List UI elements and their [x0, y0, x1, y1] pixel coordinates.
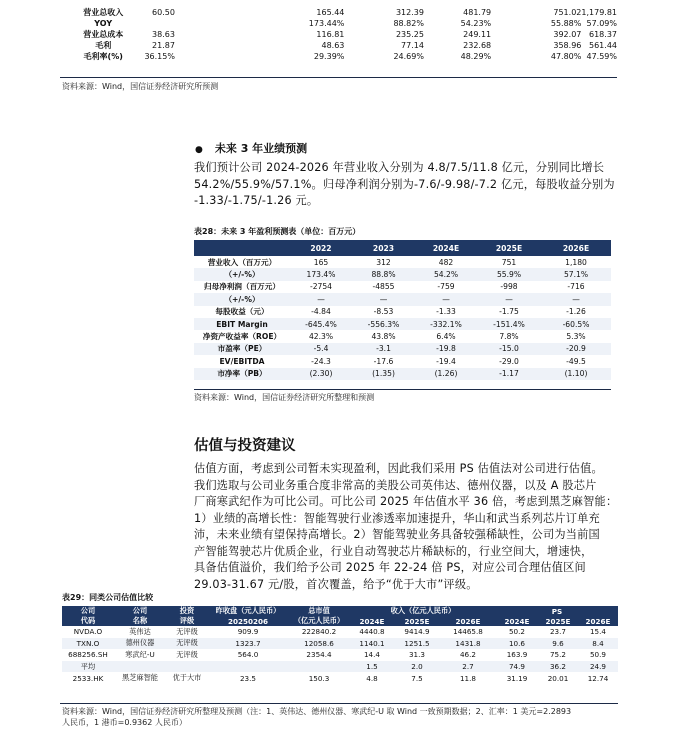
row-label: EV/EBITDA	[219, 356, 265, 366]
table28	[194, 240, 611, 380]
table-row	[62, 661, 618, 673]
row-label: 毛利	[95, 41, 112, 50]
valuation-heading: 估值与投资建议	[194, 438, 296, 454]
column-header: 公司	[114, 606, 166, 616]
table-cell: -4855	[372, 282, 395, 292]
table-cell: 57.09%	[586, 19, 617, 28]
paragraph-line: 29.03-31.67 元/股，首次覆盖，给予“优于大市”评级。	[194, 577, 478, 591]
column-header: 2022	[290, 240, 352, 256]
table-cell: 14.4	[363, 650, 380, 660]
table-cell: 2354.4	[306, 650, 332, 660]
table-cell: 74.9	[496, 661, 538, 673]
table-cell: 1251.5	[394, 638, 440, 650]
table-cell: 564.0	[237, 650, 259, 660]
table-cell: -17.6	[373, 356, 394, 366]
column-header: 名称	[114, 616, 166, 626]
table-cell: 无评级	[176, 626, 198, 636]
source-line: 资料来源：Wind，国信证券经济研究所整理及预测（注：1、英伟达、德州仪器、寒武纪-U 取 Wind 一致预期数据；2、汇率：1 美元=2.2893	[62, 707, 572, 716]
table-cell: 平均	[62, 661, 114, 673]
column-header: 昨收盘（元人民币）	[208, 606, 288, 616]
top-table-source: 资料来源：Wind，国信证券经济研究所预测	[62, 82, 219, 91]
table-cell: 11.8	[459, 673, 476, 683]
row-label: 市净率（PB）	[194, 368, 290, 380]
table-cell: 1,180	[565, 257, 587, 267]
table-cell: 23.7	[549, 627, 566, 637]
table-cell: 4440.8	[359, 627, 385, 637]
table-cell: 5.3%	[566, 332, 586, 342]
table-cell: 1431.8	[440, 638, 496, 650]
table-cell: 15.4	[589, 627, 606, 637]
table-row	[62, 51, 617, 62]
table-cell: 1.5	[350, 661, 394, 673]
table-cell: 358.96	[553, 41, 582, 50]
table-cell: 21.87	[152, 41, 175, 50]
table-cell: -15.0	[477, 343, 541, 355]
table-cell: 1,179.81	[581, 8, 617, 17]
table-cell: -332.1%	[415, 318, 477, 330]
table-cell	[166, 661, 208, 673]
table29-caption: 表29：同类公司估值比较	[62, 593, 154, 602]
table-cell: 2.7	[440, 661, 496, 673]
table-row	[62, 672, 618, 684]
table-cell: 481.79	[463, 8, 492, 17]
top-financial-table	[62, 7, 617, 62]
table-cell: 29.39%	[313, 52, 345, 61]
paragraph-line: 估值方面，考虑到公司暂未实现盈利，因此我们采用 PS 估值法对公司进行估值。	[194, 462, 603, 475]
valuation-paragraph	[194, 461, 639, 593]
table-cell: 4.8	[366, 673, 378, 683]
table-cell: 235.25	[395, 30, 424, 39]
table-cell: -8.53	[373, 307, 394, 317]
table-cell: 57.1%	[541, 268, 611, 280]
row-label: 营业收入（百万元）	[207, 257, 277, 267]
table-cell: 无评级	[166, 638, 208, 650]
top-table-rule	[60, 77, 617, 78]
table-cell: -1.33	[436, 307, 456, 317]
table-cell: —	[477, 293, 541, 305]
table-cell	[208, 661, 288, 673]
table-cell: 1323.7	[208, 638, 288, 650]
table-row	[194, 256, 611, 268]
table-cell: 909.9	[237, 627, 259, 637]
row-label: 营业总成本	[83, 30, 124, 39]
table-cell: 751.02	[553, 8, 582, 17]
table-cell: 2.0	[394, 661, 440, 673]
table-cell: 55.9%	[477, 268, 541, 280]
column-header	[194, 240, 290, 256]
table-cell: 222840.2	[301, 627, 337, 637]
column-header: 2026E	[578, 616, 618, 626]
table-row	[194, 268, 611, 280]
table-cell: 88.8%	[352, 268, 415, 280]
table-cell: -4.84	[311, 307, 331, 317]
column-header: 2025E	[538, 616, 578, 626]
table-cell: 20.01	[547, 673, 569, 683]
table-cell: 9414.9	[404, 627, 430, 637]
table-cell: (2.30)	[290, 368, 352, 380]
table-cell: -759	[437, 282, 455, 292]
row-label: （+/-%）	[194, 268, 290, 280]
table-cell: 6.4%	[436, 332, 456, 342]
table-cell: 无评级	[176, 649, 198, 659]
table-cell: 8.4	[578, 638, 618, 650]
source-line: 人民币，1 港币=0.9362 人民币）	[62, 718, 187, 727]
table-cell: 482	[438, 257, 454, 267]
table-row	[62, 29, 617, 40]
table-cell: 2533.HK	[72, 673, 104, 683]
table-cell: 38.63	[152, 30, 175, 39]
table-cell: 232.68	[463, 41, 492, 50]
table-cell: 36.15%	[144, 52, 175, 61]
table-cell: 88.82%	[393, 19, 424, 28]
table-row	[62, 40, 617, 51]
table-cell: 43.8%	[371, 332, 396, 342]
table-cell: 50.2	[508, 627, 525, 637]
table-cell: NVDA.O	[73, 627, 103, 637]
spacer-cell	[175, 29, 263, 40]
row-label: 每股收益（元）	[215, 307, 269, 317]
table-cell: 48.29%	[460, 52, 492, 61]
paragraph-line: 我们预计公司 2024-2026 年营业收入分别为 4.8/7.5/11.8 亿元，分别同比增长	[194, 161, 605, 174]
row-label: 市盈率（PE）	[194, 343, 290, 355]
table-row	[194, 281, 611, 293]
table-row	[194, 343, 611, 355]
column-header: 2025E	[477, 240, 541, 256]
row-label: 毛利率(%)	[83, 52, 123, 61]
table-row	[62, 649, 618, 661]
table-cell: 77.14	[401, 41, 424, 50]
table-cell: -20.9	[541, 343, 611, 355]
table-cell: -60.5%	[541, 318, 611, 330]
table-cell: 47.59%	[586, 52, 617, 61]
table-cell: —	[290, 293, 352, 305]
table-row	[194, 306, 611, 318]
table-cell: 54.23%	[460, 19, 492, 28]
table-cell: 24.9	[578, 661, 618, 673]
table-cell: -151.4%	[477, 318, 541, 330]
table-cell: -19.8	[415, 343, 477, 355]
forecast-paragraph	[194, 160, 634, 210]
table-cell: -556.3%	[352, 318, 415, 330]
table-row	[194, 368, 611, 380]
table-cell: (1.26)	[415, 368, 477, 380]
table-cell: TXN.O	[62, 638, 114, 650]
table-cell: -24.3	[311, 356, 331, 366]
table-cell: (1.10)	[541, 368, 611, 380]
forecast-heading	[195, 140, 307, 156]
table-cell: -998	[500, 282, 518, 292]
column-header: 代码	[62, 616, 114, 626]
table-cell: 249.11	[463, 30, 492, 39]
table-cell: (1.35)	[352, 368, 415, 380]
row-label: EBIT Margin	[194, 318, 290, 330]
table-cell: 75.2	[549, 650, 566, 660]
paragraph-line: -1.33/-1.75/-1.26 元。	[194, 194, 319, 207]
table-cell: 优于大市	[172, 673, 202, 683]
table-cell: -29.0	[499, 356, 519, 366]
table-cell: 173.4%	[290, 268, 352, 280]
table-row	[62, 7, 617, 18]
table-cell: 31.19	[506, 673, 528, 683]
table-cell: 7.5	[411, 673, 423, 683]
table-cell: 14465.8	[453, 627, 483, 637]
table-cell: 德州仪器	[114, 638, 166, 650]
table28-source: 资料来源：Wind，国信证券经济研究所整理和预测	[194, 393, 375, 402]
table-cell: -1.26	[566, 307, 586, 317]
paragraph-line: 1）业绩的高增长性：智能驾驶行业渗透率加速提升，华山和武当系列芯片订单充	[194, 511, 600, 525]
table-cell: 黑芝麻智能	[122, 673, 158, 683]
table29-rule	[60, 703, 618, 704]
table-cell: 60.50	[152, 8, 175, 17]
table-cell: 173.44%	[308, 19, 345, 28]
table28-rule	[194, 389, 611, 390]
spacer-cell	[175, 7, 263, 18]
table-cell: 312.39	[395, 8, 424, 17]
table-cell: -49.5	[566, 356, 586, 366]
table29-source	[62, 706, 622, 728]
table-cell: 163.9	[506, 650, 528, 660]
row-label: 归母净利润（百万元）	[204, 282, 280, 292]
column-header: 收入（亿元人民币）	[350, 606, 496, 616]
table-cell: 12.74	[587, 673, 609, 683]
table-row	[194, 293, 611, 305]
column-header: 公司	[62, 606, 114, 616]
table-cell: 寒武纪-U	[125, 649, 155, 659]
table-cell: 10.6	[496, 638, 538, 650]
table-cell: 46.2	[459, 650, 476, 660]
table-cell	[114, 661, 166, 673]
column-header: 2026E	[440, 616, 496, 626]
column-header: 2024E	[415, 240, 477, 256]
table-cell: -1.17	[477, 368, 541, 380]
row-label: YOY	[94, 19, 113, 28]
row-label: （+/-%）	[194, 293, 290, 305]
column-header: 2024E	[496, 616, 538, 626]
table-cell: 英伟达	[129, 626, 151, 636]
table-cell: 55.88%	[550, 19, 582, 28]
column-header: 2023	[352, 240, 415, 256]
table-cell: 165.44	[316, 8, 345, 17]
table-row	[62, 626, 618, 638]
table-cell: 688256.SH	[68, 650, 108, 660]
table-cell: 1140.1	[350, 638, 394, 650]
table-cell: 48.63	[321, 41, 345, 50]
table28-caption: 表28：未来 3 年盈利预测表（单位：百万元）	[194, 227, 361, 236]
table-cell: 42.3%	[308, 332, 334, 342]
spacer-cell	[175, 40, 263, 51]
column-header: （亿元人民币）	[288, 616, 350, 626]
table-cell: 31.3	[408, 650, 425, 660]
column-header: 投资	[166, 606, 208, 616]
paragraph-line: 54.2%/55.9%/57.1%。归母净利润分别为-7.6/-9.98/-7.2 亿元，每股收益分别为	[194, 177, 615, 191]
paragraph-line: 我们选取与公司业务重合度非常高的美股公司英伟达、德州仪器，以及 A 股芯片	[194, 478, 597, 492]
column-header: 20250206	[208, 616, 288, 626]
table-cell: 12058.6	[288, 638, 350, 650]
table-row	[194, 355, 611, 367]
table-cell: 50.9	[589, 650, 606, 660]
table-cell: -19.4	[436, 356, 456, 366]
table-row	[62, 18, 617, 29]
table-cell: —	[352, 293, 415, 305]
table-row	[194, 318, 611, 330]
table-cell: 7.8%	[499, 332, 519, 342]
bullet-icon: ●	[195, 145, 203, 155]
table-cell: 54.2%	[415, 268, 477, 280]
paragraph-line: 产智能驾驶芯片优质企业，行业自动驾驶芯片稀缺标的，行业空间大，增速快，	[194, 544, 593, 558]
table-cell: 618.37	[589, 30, 617, 39]
table-cell: 9.6	[538, 638, 578, 650]
table29	[62, 606, 618, 684]
table-cell: 150.3	[308, 673, 330, 683]
table-cell: 47.80%	[550, 52, 582, 61]
table-row	[62, 638, 618, 650]
table-cell: 751	[501, 257, 517, 267]
table-cell: -716	[567, 282, 585, 292]
table-cell: 116.81	[316, 30, 345, 39]
table-cell: -3.1	[352, 343, 415, 355]
table-cell: —	[541, 293, 611, 305]
row-label: 营业总收入	[83, 8, 124, 17]
table-cell: -5.4	[290, 343, 352, 355]
table-cell: -2754	[309, 282, 333, 292]
paragraph-line: 厂商寒武纪作为可比公司。可比公司 2025 年估值水平 36 倍，考虑到黑芝麻智能：	[194, 495, 618, 508]
table-cell: 23.5	[239, 673, 256, 683]
column-header: 评级	[166, 616, 208, 626]
table-cell: 36.2	[538, 661, 578, 673]
column-header: 2024E	[350, 616, 394, 626]
table-cell: 561.44	[589, 41, 617, 50]
forecast-title: 未来 3 年业绩预测	[214, 142, 308, 155]
table-cell: -1.75	[499, 307, 519, 317]
column-header: PS	[496, 606, 618, 616]
table-cell: —	[415, 293, 477, 305]
spacer-cell	[175, 51, 263, 62]
paragraph-line: 沛，未来业绩有望保持高增长。2）智能驾驶业务具备较强稀缺性，公司为当前国	[194, 528, 600, 541]
spacer-cell	[175, 18, 263, 29]
table-cell	[144, 18, 175, 29]
table-cell	[288, 661, 350, 673]
column-header: 2026E	[541, 240, 611, 256]
table-cell: -645.4%	[290, 318, 352, 330]
table-row	[194, 330, 611, 342]
table-cell: 24.69%	[393, 52, 424, 61]
table-cell: 312	[376, 257, 391, 267]
column-header: 2025E	[394, 616, 440, 626]
column-header: 总市值	[288, 606, 350, 616]
paragraph-line: 具备估值溢价，我们给予公司 2025 年 22-24 倍 PS，对应公司合理估值区间	[194, 561, 586, 574]
table-cell: 165	[313, 257, 329, 267]
table-cell: 392.07	[553, 30, 582, 39]
row-label: 净资产收益率（ROE）	[202, 332, 282, 342]
